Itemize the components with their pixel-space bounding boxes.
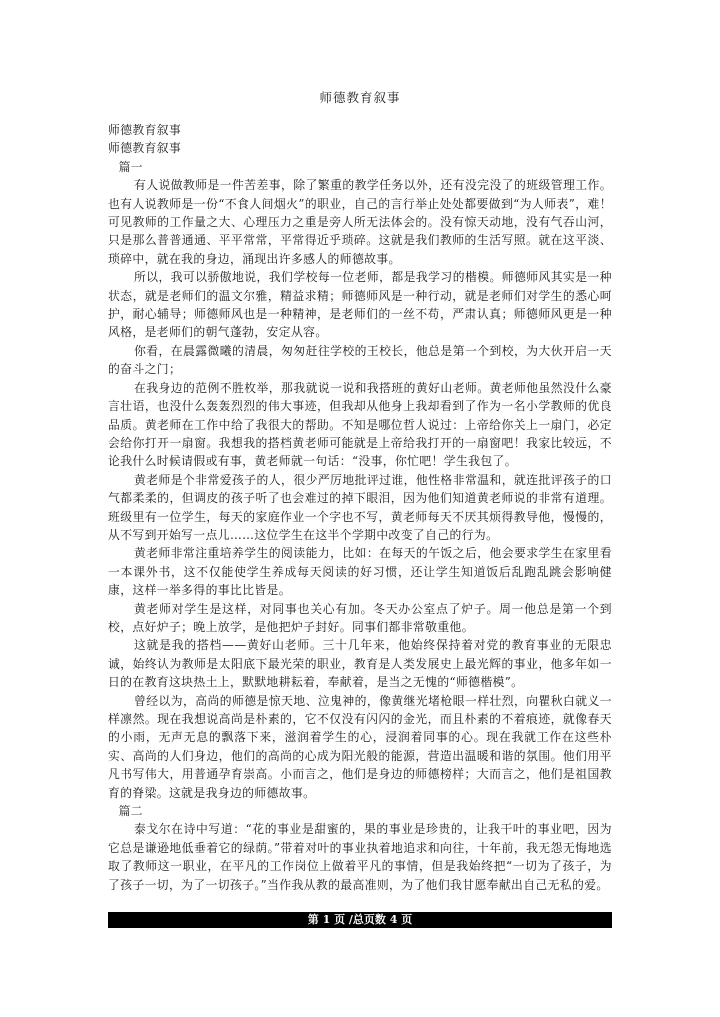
heading-line: 师德教育叙事 [108, 141, 182, 156]
document-title: 师德教育叙事 [319, 90, 401, 105]
document-body [108, 121, 612, 894]
paragraph: 黄老师是个非常爱孩子的人，很少严厉地批评过谁，他性格非常温和，就连批评孩子的口气都柔柔的，但调皮的孩子听了也会难过的掉下眼泪，因为他们知道黄老师说的非常有道理。班级里有一位学生，每天的家庭作业一个字也不写，黄老师每天不厌其烦得教导他，慢慢的，从不写到开始写一点儿……这位学生在这半个学期中改变了自己的行为。 [108, 472, 612, 542]
section-two-heading: 篇二 [118, 804, 144, 819]
paragraph: 泰戈尔在诗中写道：“花的事业是甜蜜的，果的事业是珍贵的，让我干叶的事业吧，因为它总是谦逊地低垂着它的绿荫。”带着对叶的事业执着地追求和向往，十年前，我无怨无悔地选取了教师这一职业，在平凡的工作岗位上做着平凡的事情，但是我始终把“一切为了孩子，为了孩子一切，为了一切孩子。”当作我从教的最高准则，为了他们我甘愿奉献出自己无私的爱。 [108, 822, 612, 892]
heading-line: 师德教育叙事 [108, 123, 182, 137]
paragraph: 在我身边的范例不胜枚举，那我就说一说和我搭班的黄好山老师。黄老师他虽然没什么豪言壮语，也没什么轰轰烈烈的伟大事迹，但我却从他身上我却看到了作为一名小学教师的优良品质。黄老师在工作中给了我很大的帮助。不知是哪位哲人说过：上帝给你关上一扇门，必定会给你打开一扇窗。我想我的搭档黄老师可能就是上帝给我打开的一扇窗吧！我家比较远，不论我什么时候请假或有事，黄老师就一句话：“没事，你忙吧！学生我包了。 [108, 380, 612, 469]
paragraph: 所以，我可以骄傲地说，我们学校每一位老师，都是我学习的楷模。师德师风其实是一种状态，就是老师们的温文尔雅，精益求精；师德师风是一种行动，就是老师们对学生的悉心呵护，耐心辅导；师德师风也是一种精神，是老师们的一丝不苟，严肃认真；师德师风更是一种风格，是老师们的朝气蓬勃，安定从容。 [108, 270, 612, 340]
section-one-heading: 篇一 [118, 159, 144, 174]
paragraph: 这就是我的搭档——黄好山老师。三十几年来，他始终保持着对党的教育事业的无限忠诚，始终认为教师是太阳底下最光荣的职业，教育是人类发展史上最光辉的事业，他多年如一日的在教育这块热土上，默默地耕耘着，奉献着，是当之无愧的“师德楷模”。 [108, 638, 612, 690]
page-number-footer: 第 1 页 /总页数 4 页 [108, 912, 612, 928]
paragraph: 黄老师对学生是这样，对同事也关心有加。冬天办公室点了炉子。周一他总是第一个到校，点好炉子；晚上放学，是他把炉子封好。同事们都非常敬重他。 [108, 601, 612, 634]
paragraph: 你看，在晨露微曦的清晨，匆匆赶往学校的王校长，他总是第一个到校，为大伙开启一天的奋斗之门； [108, 343, 612, 377]
paragraph: 黄老师非常注重培养学生的阅读能力，比如：在每天的午饭之后，他会要求学生在家里看一本课外书，这不仅能使学生养成每天阅读的好习惯，还让学生知道饭后乱跑乱跳会影响健康，这样一举多得的事比比皆是。 [108, 546, 612, 598]
paragraph: 曾经以为，高尚的师德是惊天地、泣鬼神的，像黄继光堵枪眼一样壮烈，向瞿秋白就义一样凛然。现在我想说高尚是朴素的，它不仅没有闪闪的金光，而且朴素的不着痕迹，就像春天的小雨，无声无息的飘落下来，滋润着学生的心，浸润着同事的心。现在我就工作在这些朴实、高尚的人们身边，他们的高尚的心成为阳光般的能源，营造出温暖和谐的氛围。他们用平凡书写伟大，用普通孕育崇高。小而言之，他们是身边的师德榜样；大而言之，他们是祖国教育的脊梁。这就是我身边的师德故事。 [108, 693, 612, 800]
paragraph: 有人说做教师是一件苦差事，除了繁重的教学任务以外，还有没完没了的班级管理工作。也有人说教师是一份“不食人间烟火”的职业，自己的言行举止处处都要做到“为人师表”，难！可见教师的工作量之大、心理压力之重是旁人所无法体会的。没有惊天动地，没有气吞山河，只是那么普普通通、平平常常，平常得近乎琐碎。这就是我们教师的生活写照。就在这平淡、琐碎中，就在我的身边，涌现出许多感人的师德故事。 [108, 178, 612, 266]
